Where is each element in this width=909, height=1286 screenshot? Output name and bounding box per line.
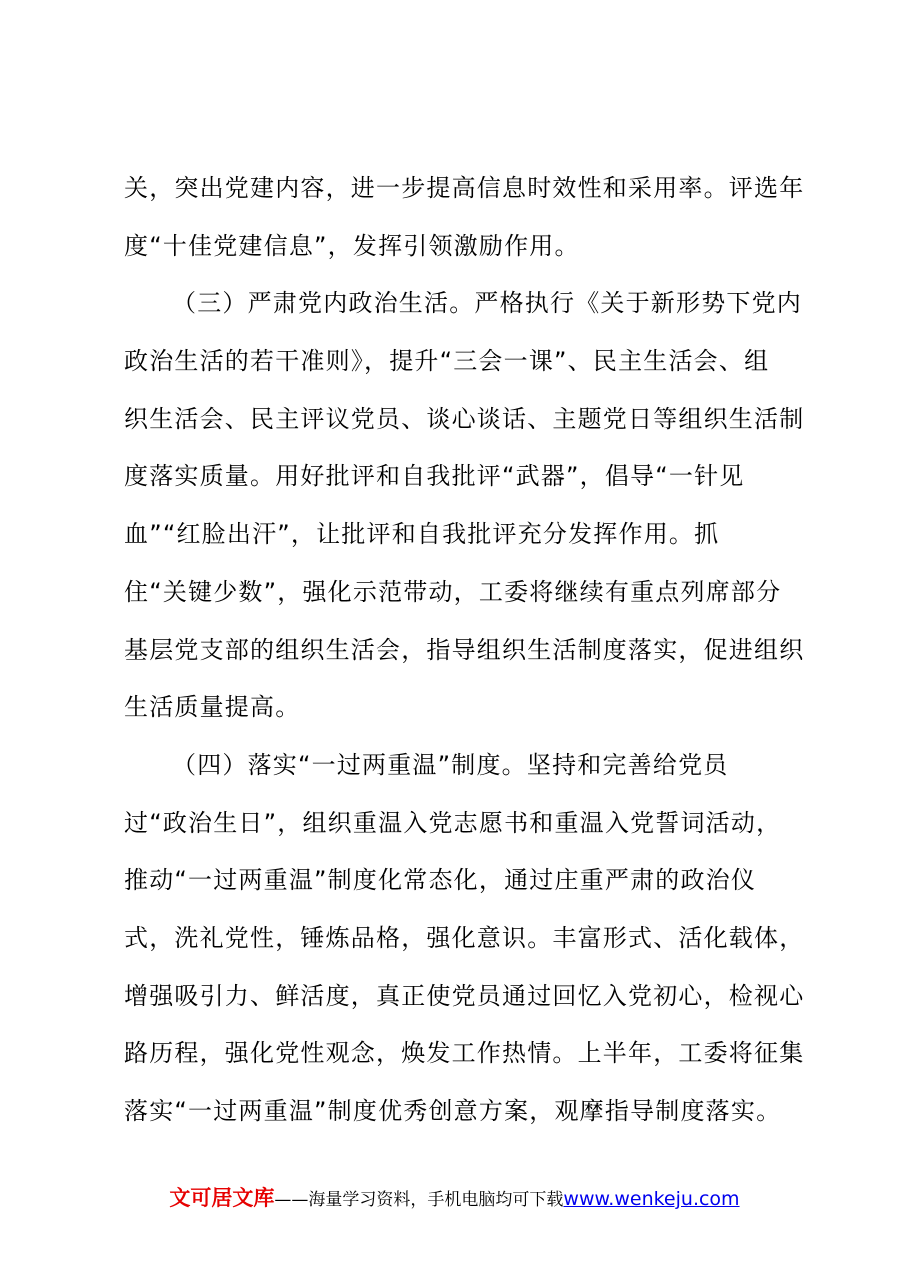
text-line: 增强吸引力、鲜活度，真正使党员通过回忆入党初心，检视心 bbox=[124, 981, 805, 1010]
document-body bbox=[124, 160, 805, 1141]
text-line: 过“政治生日”，组织重温入党志愿书和重温入党誓词活动， bbox=[124, 808, 782, 837]
text-line: 度“十佳党建信息”，发挥引领激励作用。 bbox=[124, 231, 580, 260]
text-line: 式，洗礼党性，锤炼品格，强化意识。丰富形式、活化载体， bbox=[124, 923, 805, 952]
footer-banner bbox=[0, 1182, 909, 1212]
text-line: 推动“一过两重温”制度化常态化，通过庄重严肃的政治仪 bbox=[124, 866, 757, 895]
section-heading-line: （四）落实“一过两重温”制度。坚持和完善给党员 bbox=[172, 750, 729, 779]
text-line: 政治生活的若干准则》，提升“三会一课”、民主生活会、组 bbox=[124, 347, 770, 376]
text-line: 住“关键少数”，强化示范带动，工委将继续有重点列席部分 bbox=[124, 577, 782, 606]
text-line: 基层党支部的组织生活会，指导组织生活制度落实，促进组织 bbox=[124, 635, 805, 664]
footer-url-link[interactable]: www.wenkeju.com bbox=[563, 1188, 740, 1210]
footer-slogan: ——海量学习资料，手机电脑均可下载 bbox=[274, 1190, 564, 1210]
text-line: 落实“一过两重温”制度优秀创意方案，观摩指导制度落实。 bbox=[124, 1097, 782, 1125]
section-heading-line: （三）严肃党内政治生活。严格执行《关于新形势下党内 bbox=[172, 289, 802, 318]
text-line: 织生活会、民主评议党员、谈心谈话、主题党日等组织生活制 bbox=[124, 404, 805, 433]
text-line: 路历程，强化党性观念，焕发工作热情。上半年，工委将征集 bbox=[124, 1039, 805, 1068]
text-line: 度落实质量。用好批评和自我批评“武器”，倡导“一针见 bbox=[124, 462, 745, 491]
footer-brand: 文可居文库 bbox=[169, 1186, 275, 1210]
text-line: 关，突出党建内容，进一步提高信息时效性和采用率。评选年 bbox=[124, 174, 805, 202]
text-line: 生活质量提高。 bbox=[124, 693, 301, 722]
text-line: 血”“红脸出汗”，让批评和自我批评充分发挥作用。抓 bbox=[124, 520, 720, 549]
